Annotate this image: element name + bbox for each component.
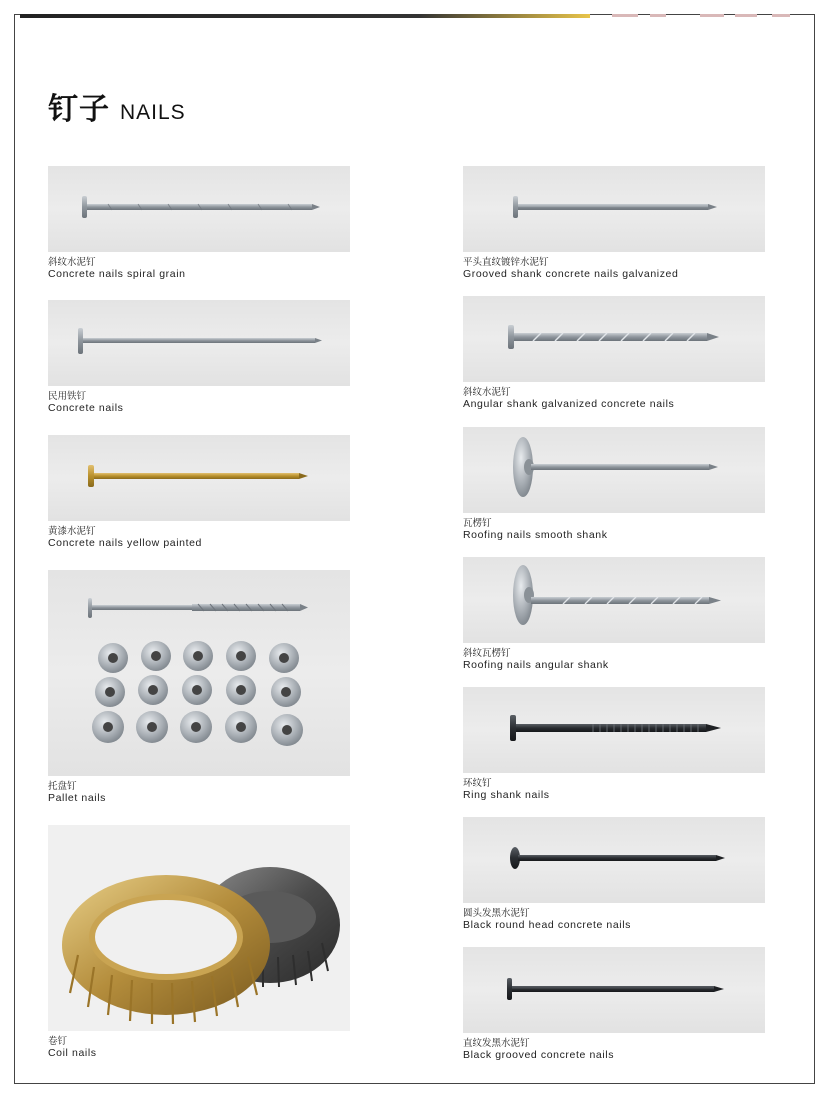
top-dash	[735, 14, 757, 17]
top-dash	[650, 14, 666, 17]
caption-chinese: 民用铁钉	[48, 391, 87, 402]
caption-chinese: 斜纹水泥钉	[48, 257, 96, 268]
coil-nails-image	[48, 825, 350, 1031]
top-dash	[700, 14, 724, 17]
product-item	[463, 166, 765, 280]
grooved-shank-galvanized-nail-image	[463, 166, 765, 252]
top-dash	[772, 14, 790, 17]
product-item	[463, 296, 765, 410]
pallet-nail-with-washers-image	[48, 570, 350, 776]
product-item	[463, 817, 765, 931]
caption-chinese: 环纹钉	[463, 778, 492, 789]
product-item	[48, 166, 350, 280]
caption-chinese: 托盘钉	[48, 781, 77, 792]
caption-chinese: 瓦楞钉	[463, 518, 492, 529]
concrete-nail-image	[48, 300, 350, 386]
caption-chinese: 圆头发黑水泥钉	[463, 908, 530, 919]
caption-english: Concrete nails yellow painted	[48, 537, 202, 549]
caption-english: Angular shank galvanized concrete nails	[463, 398, 675, 410]
caption-english: Grooved shank concrete nails galvanized	[463, 268, 679, 280]
yellow-painted-concrete-nail-image	[48, 435, 350, 521]
page-title	[48, 84, 186, 128]
caption-chinese: 平头直纹镀锌水泥钉	[463, 257, 549, 268]
caption-english: Black round head concrete nails	[463, 919, 632, 931]
caption-english: Roofing nails smooth shank	[463, 529, 608, 541]
angular-shank-galvanized-nail-image	[463, 296, 765, 382]
product-item	[463, 427, 765, 541]
caption-chinese: 斜纹瓦楞钉	[463, 648, 511, 659]
black-round-head-nail-image	[463, 817, 765, 903]
black-grooved-nail-image	[463, 947, 765, 1033]
caption-chinese: 黄漆水泥钉	[48, 526, 96, 537]
title-english: NAILS	[120, 101, 186, 124]
caption-english: Coil nails	[48, 1047, 97, 1059]
caption-english: Ring shank nails	[463, 789, 550, 801]
product-item	[48, 570, 350, 804]
spiral-grain-concrete-nail-image	[48, 166, 350, 252]
caption-chinese: 卷钉	[48, 1036, 68, 1047]
caption-english: Black grooved concrete nails	[463, 1049, 615, 1061]
product-item	[48, 300, 350, 414]
product-item	[48, 825, 350, 1059]
product-item	[463, 947, 765, 1061]
product-item	[48, 435, 350, 549]
caption-chinese: 斜纹水泥钉	[463, 387, 511, 398]
roofing-nail-angular-image	[463, 557, 765, 643]
ring-shank-nail-image	[463, 687, 765, 773]
caption-english: Pallet nails	[48, 792, 106, 804]
roofing-nail-smooth-image	[463, 427, 765, 513]
product-item	[463, 557, 765, 671]
caption-chinese: 直纹发黑水泥钉	[463, 1038, 530, 1049]
top-rule	[20, 14, 590, 18]
caption-english: Roofing nails angular shank	[463, 659, 609, 671]
caption-english: Concrete nails spiral grain	[48, 268, 186, 280]
product-item	[463, 687, 765, 801]
top-dash	[612, 14, 638, 17]
title-chinese: 钉子	[48, 92, 110, 127]
caption-english: Concrete nails	[48, 402, 124, 414]
